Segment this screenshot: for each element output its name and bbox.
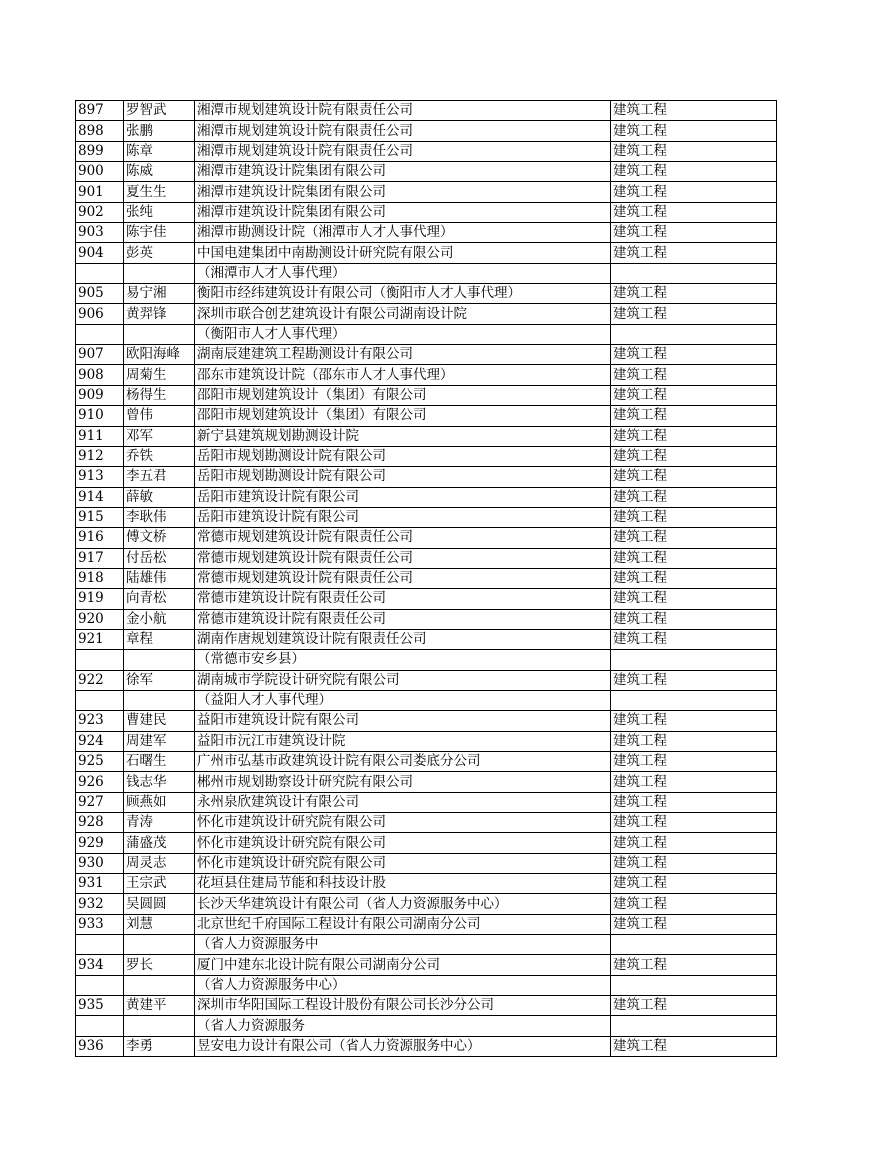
cell-number: 898 xyxy=(76,121,124,141)
cell-organization: 昱安电力设计有限公司（省人力资源服务中心） xyxy=(195,1036,611,1056)
cell-category: 建筑工程 xyxy=(611,731,777,751)
cell-organization: 郴州市规划勘察设计研究院有限公司 xyxy=(195,772,611,792)
cell-number: 923 xyxy=(76,711,124,731)
cell-name: 吴圆圆 xyxy=(124,894,195,914)
table-row xyxy=(76,426,777,446)
cell-category: 建筑工程 xyxy=(611,223,777,243)
table-row xyxy=(76,935,777,955)
cell-number: 931 xyxy=(76,874,124,894)
cell-name: 罗智武 xyxy=(124,101,195,121)
cell-category: 建筑工程 xyxy=(611,345,777,365)
cell-organization: 湘潭市勘测设计院（湘潭市人才人事代理） xyxy=(195,223,611,243)
table-row xyxy=(76,589,777,609)
cell-number: 902 xyxy=(76,202,124,222)
cell-name: 周菊生 xyxy=(124,365,195,385)
table-row xyxy=(76,101,777,121)
cell-category: 建筑工程 xyxy=(611,141,777,161)
cell-category: 建筑工程 xyxy=(611,589,777,609)
cell-organization: 广州市弘基市政建筑设计院有限公司娄底分公司 xyxy=(195,752,611,772)
cell-number: 925 xyxy=(76,752,124,772)
cell-organization: 永州泉欣建筑设计有限公司 xyxy=(195,792,611,812)
cell-name: 向青松 xyxy=(124,589,195,609)
cell-name: 顾燕如 xyxy=(124,792,195,812)
cell-number xyxy=(76,935,124,955)
table-row xyxy=(76,853,777,873)
cell-name: 李勇 xyxy=(124,1036,195,1056)
cell-number: 905 xyxy=(76,284,124,304)
cell-category: 建筑工程 xyxy=(611,874,777,894)
cell-number: 930 xyxy=(76,853,124,873)
cell-name xyxy=(124,975,195,995)
cell-category xyxy=(611,690,777,710)
cell-name: 曹建民 xyxy=(124,711,195,731)
cell-category: 建筑工程 xyxy=(611,121,777,141)
table-row xyxy=(76,975,777,995)
cell-category xyxy=(611,975,777,995)
cell-category: 建筑工程 xyxy=(611,202,777,222)
cell-number: 929 xyxy=(76,833,124,853)
cell-category: 建筑工程 xyxy=(611,996,777,1016)
cell-category xyxy=(611,935,777,955)
cell-organization: 常德市建筑设计院有限责任公司 xyxy=(195,589,611,609)
cell-organization: 怀化市建筑设计研究院有限公司 xyxy=(195,833,611,853)
table-row xyxy=(76,304,777,324)
cell-number: 936 xyxy=(76,1036,124,1056)
table-row xyxy=(76,874,777,894)
cell-number xyxy=(76,975,124,995)
cell-number: 899 xyxy=(76,141,124,161)
cell-name: 青涛 xyxy=(124,813,195,833)
cell-category: 建筑工程 xyxy=(611,833,777,853)
cell-number xyxy=(76,690,124,710)
cell-category: 建筑工程 xyxy=(611,243,777,263)
table-row xyxy=(76,548,777,568)
cell-number xyxy=(76,263,124,283)
cell-number xyxy=(76,1016,124,1036)
cell-number: 912 xyxy=(76,446,124,466)
cell-number: 900 xyxy=(76,162,124,182)
cell-organization: 湖南辰建建筑工程勘测设计有限公司 xyxy=(195,345,611,365)
cell-number: 917 xyxy=(76,548,124,568)
table-row xyxy=(76,446,777,466)
table-row xyxy=(76,223,777,243)
cell-name: 王宗武 xyxy=(124,874,195,894)
cell-number: 922 xyxy=(76,670,124,690)
cell-organization: （省人力资源服务中心） xyxy=(195,975,611,995)
cell-number xyxy=(76,324,124,344)
table-body xyxy=(76,101,777,1057)
cell-category xyxy=(611,1016,777,1036)
cell-name: 周灵志 xyxy=(124,853,195,873)
cell-number: 906 xyxy=(76,304,124,324)
table-row xyxy=(76,121,777,141)
cell-organization: 湖南作唐规划建筑设计院有限责任公司 xyxy=(195,629,611,649)
cell-category: 建筑工程 xyxy=(611,467,777,487)
cell-organization: 益阳市建筑设计院有限公司 xyxy=(195,711,611,731)
cell-organization: 邵阳市规划建筑设计（集团）有限公司 xyxy=(195,406,611,426)
table-row xyxy=(76,141,777,161)
cell-category: 建筑工程 xyxy=(611,609,777,629)
cell-category: 建筑工程 xyxy=(611,101,777,121)
cell-category: 建筑工程 xyxy=(611,670,777,690)
cell-name: 陈威 xyxy=(124,162,195,182)
cell-name: 李耿伟 xyxy=(124,507,195,527)
cell-organization: 岳阳市规划勘测设计院有限公司 xyxy=(195,446,611,466)
cell-organization: 厦门中建东北设计院有限公司湖南分公司 xyxy=(195,955,611,975)
table-row xyxy=(76,345,777,365)
cell-number: 933 xyxy=(76,914,124,934)
table-row xyxy=(76,650,777,670)
cell-organization: 中国电建集团中南勘测设计研究院有限公司 xyxy=(195,243,611,263)
table-row xyxy=(76,284,777,304)
table-row xyxy=(76,162,777,182)
cell-name: 黄羿锋 xyxy=(124,304,195,324)
cell-organization: 湘潭市规划建筑设计院有限责任公司 xyxy=(195,101,611,121)
cell-name: 蒲盛茂 xyxy=(124,833,195,853)
table-row xyxy=(76,670,777,690)
cell-category: 建筑工程 xyxy=(611,772,777,792)
table-row xyxy=(76,406,777,426)
cell-category: 建筑工程 xyxy=(611,304,777,324)
table-row xyxy=(76,752,777,772)
cell-category: 建筑工程 xyxy=(611,1036,777,1056)
cell-organization: 湘潭市规划建筑设计院有限责任公司 xyxy=(195,141,611,161)
table-row xyxy=(76,528,777,548)
cell-category: 建筑工程 xyxy=(611,813,777,833)
cell-category: 建筑工程 xyxy=(611,792,777,812)
cell-organization: 新宁县建筑规划勘测设计院 xyxy=(195,426,611,446)
table-row xyxy=(76,1016,777,1036)
cell-organization: 岳阳市规划勘测设计院有限公司 xyxy=(195,467,611,487)
cell-category: 建筑工程 xyxy=(611,182,777,202)
cell-name: 邓军 xyxy=(124,426,195,446)
cell-category: 建筑工程 xyxy=(611,853,777,873)
cell-organization: 怀化市建筑设计研究院有限公司 xyxy=(195,813,611,833)
cell-organization: 常德市规划建筑设计院有限责任公司 xyxy=(195,528,611,548)
cell-organization: （衡阳市人才人事代理） xyxy=(195,324,611,344)
table-row xyxy=(76,1036,777,1056)
cell-number: 934 xyxy=(76,955,124,975)
cell-name: 钱志华 xyxy=(124,772,195,792)
cell-name: 徐军 xyxy=(124,670,195,690)
table-row xyxy=(76,507,777,527)
cell-number: 928 xyxy=(76,813,124,833)
cell-category: 建筑工程 xyxy=(611,365,777,385)
cell-organization: （省人力资源服务 xyxy=(195,1016,611,1036)
cell-name: 薛敏 xyxy=(124,487,195,507)
table-row xyxy=(76,365,777,385)
cell-number: 904 xyxy=(76,243,124,263)
cell-name xyxy=(124,935,195,955)
table-row xyxy=(76,894,777,914)
cell-number: 918 xyxy=(76,568,124,588)
cell-name xyxy=(124,1016,195,1036)
personnel-table xyxy=(75,100,777,1057)
cell-organization: （常德市安乡县） xyxy=(195,650,611,670)
table-row xyxy=(76,568,777,588)
cell-category: 建筑工程 xyxy=(611,548,777,568)
cell-number: 924 xyxy=(76,731,124,751)
cell-organization: （益阳人才人事代理） xyxy=(195,690,611,710)
table-row xyxy=(76,182,777,202)
cell-category xyxy=(611,324,777,344)
cell-number: 932 xyxy=(76,894,124,914)
cell-number: 903 xyxy=(76,223,124,243)
cell-organization: 湘潭市建筑设计院集团有限公司 xyxy=(195,182,611,202)
cell-number: 920 xyxy=(76,609,124,629)
cell-name: 杨得生 xyxy=(124,385,195,405)
table-row xyxy=(76,955,777,975)
cell-organization: 北京世纪千府国际工程设计有限公司湖南分公司 xyxy=(195,914,611,934)
cell-category: 建筑工程 xyxy=(611,406,777,426)
cell-number: 908 xyxy=(76,365,124,385)
table-row xyxy=(76,813,777,833)
cell-name: 欧阳海峰 xyxy=(124,345,195,365)
cell-name xyxy=(124,324,195,344)
cell-name: 章程 xyxy=(124,629,195,649)
cell-name: 乔铁 xyxy=(124,446,195,466)
table-row xyxy=(76,690,777,710)
cell-organization: 深圳市华阳国际工程设计股份有限公司长沙分公司 xyxy=(195,996,611,1016)
cell-name: 石曙生 xyxy=(124,752,195,772)
cell-category: 建筑工程 xyxy=(611,507,777,527)
cell-category: 建筑工程 xyxy=(611,711,777,731)
cell-organization: 湘潭市建筑设计院集团有限公司 xyxy=(195,202,611,222)
table-row xyxy=(76,996,777,1016)
cell-number: 915 xyxy=(76,507,124,527)
cell-organization: 常德市规划建筑设计院有限责任公司 xyxy=(195,548,611,568)
cell-name: 陈宇佳 xyxy=(124,223,195,243)
cell-number: 911 xyxy=(76,426,124,446)
table-row xyxy=(76,731,777,751)
table-row xyxy=(76,467,777,487)
cell-name: 李五君 xyxy=(124,467,195,487)
cell-organization: 花垣县住建局节能和科技设计股 xyxy=(195,874,611,894)
cell-category: 建筑工程 xyxy=(611,629,777,649)
table-row xyxy=(76,711,777,731)
cell-number: 909 xyxy=(76,385,124,405)
cell-category: 建筑工程 xyxy=(611,162,777,182)
cell-name xyxy=(124,690,195,710)
cell-name xyxy=(124,650,195,670)
cell-name: 夏生生 xyxy=(124,182,195,202)
cell-organization: 湖南城市学院设计研究院有限公司 xyxy=(195,670,611,690)
cell-name: 易宁湘 xyxy=(124,284,195,304)
cell-category: 建筑工程 xyxy=(611,446,777,466)
cell-category: 建筑工程 xyxy=(611,955,777,975)
cell-number: 901 xyxy=(76,182,124,202)
table-row xyxy=(76,263,777,283)
cell-organization: 邵东市建筑设计院（邵东市人才人事代理） xyxy=(195,365,611,385)
cell-name: 金小航 xyxy=(124,609,195,629)
table-row xyxy=(76,609,777,629)
cell-category: 建筑工程 xyxy=(611,426,777,446)
cell-number xyxy=(76,650,124,670)
cell-number: 897 xyxy=(76,101,124,121)
table-row xyxy=(76,324,777,344)
cell-category: 建筑工程 xyxy=(611,528,777,548)
cell-organization: 邵阳市规划建筑设计（集团）有限公司 xyxy=(195,385,611,405)
cell-organization: 岳阳市建筑设计院有限公司 xyxy=(195,487,611,507)
cell-name: 周建军 xyxy=(124,731,195,751)
cell-category: 建筑工程 xyxy=(611,914,777,934)
cell-category: 建筑工程 xyxy=(611,284,777,304)
cell-number: 913 xyxy=(76,467,124,487)
cell-organization: 长沙天华建筑设计有限公司（省人力资源服务中心） xyxy=(195,894,611,914)
cell-number: 921 xyxy=(76,629,124,649)
cell-name xyxy=(124,263,195,283)
table-row xyxy=(76,202,777,222)
table-row xyxy=(76,629,777,649)
cell-organization: 常德市规划建筑设计院有限责任公司 xyxy=(195,568,611,588)
table-row xyxy=(76,792,777,812)
table-row xyxy=(76,833,777,853)
cell-number: 927 xyxy=(76,792,124,812)
cell-organization: 深圳市联合创艺建筑设计有限公司湖南设计院 xyxy=(195,304,611,324)
cell-name: 彭英 xyxy=(124,243,195,263)
cell-organization: 衡阳市经纬建筑设计有限公司（衡阳市人才人事代理） xyxy=(195,284,611,304)
cell-category: 建筑工程 xyxy=(611,385,777,405)
table-row xyxy=(76,772,777,792)
cell-organization: 益阳市沅江市建筑设计院 xyxy=(195,731,611,751)
cell-organization: 湘潭市规划建筑设计院有限责任公司 xyxy=(195,121,611,141)
cell-name: 刘慧 xyxy=(124,914,195,934)
cell-name: 罗长 xyxy=(124,955,195,975)
cell-organization: （湘潭市人才人事代理） xyxy=(195,263,611,283)
table-row xyxy=(76,243,777,263)
cell-name: 黄建平 xyxy=(124,996,195,1016)
table-row xyxy=(76,487,777,507)
table-row xyxy=(76,385,777,405)
cell-number: 910 xyxy=(76,406,124,426)
cell-category: 建筑工程 xyxy=(611,487,777,507)
cell-name: 曾伟 xyxy=(124,406,195,426)
cell-number: 907 xyxy=(76,345,124,365)
cell-category xyxy=(611,650,777,670)
cell-number: 914 xyxy=(76,487,124,507)
cell-organization: （省人力资源服务中 xyxy=(195,935,611,955)
cell-name: 付岳松 xyxy=(124,548,195,568)
cell-organization: 常德市建筑设计院有限责任公司 xyxy=(195,609,611,629)
cell-name: 张纯 xyxy=(124,202,195,222)
cell-number: 919 xyxy=(76,589,124,609)
cell-number: 916 xyxy=(76,528,124,548)
cell-number: 935 xyxy=(76,996,124,1016)
cell-category: 建筑工程 xyxy=(611,568,777,588)
cell-organization: 岳阳市建筑设计院有限公司 xyxy=(195,507,611,527)
cell-number: 926 xyxy=(76,772,124,792)
cell-category xyxy=(611,263,777,283)
cell-name: 陆雄伟 xyxy=(124,568,195,588)
table-row xyxy=(76,914,777,934)
cell-category: 建筑工程 xyxy=(611,752,777,772)
cell-organization: 怀化市建筑设计研究院有限公司 xyxy=(195,853,611,873)
cell-organization: 湘潭市建筑设计院集团有限公司 xyxy=(195,162,611,182)
cell-category: 建筑工程 xyxy=(611,894,777,914)
cell-name: 陈章 xyxy=(124,141,195,161)
cell-name: 傅文桥 xyxy=(124,528,195,548)
cell-name: 张鹏 xyxy=(124,121,195,141)
